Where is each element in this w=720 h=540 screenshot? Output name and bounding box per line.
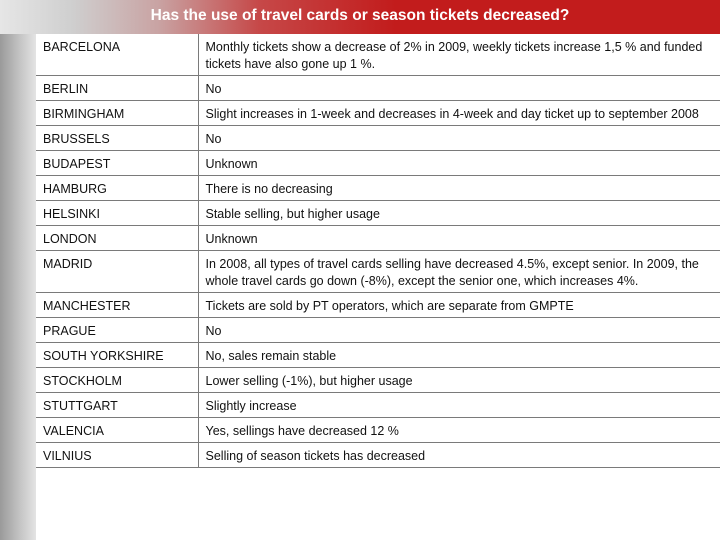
city-cell: HAMBURG: [36, 176, 198, 201]
table-body: [36, 34, 720, 468]
table-row: [36, 393, 720, 418]
city-cell: BIRMINGHAM: [36, 101, 198, 126]
answer-cell: Unknown: [198, 226, 720, 251]
answer-cell: No: [198, 76, 720, 101]
city-cell: SOUTH YORKSHIRE: [36, 343, 198, 368]
slide-title: Has the use of travel cards or season tickets decreased?: [150, 7, 570, 24]
answer-cell: Stable selling, but higher usage: [198, 201, 720, 226]
table-row: [36, 101, 720, 126]
answer-cell: Yes, sellings have decreased 12 %: [198, 418, 720, 443]
city-cell: BERLIN: [36, 76, 198, 101]
answer-cell: Unknown: [198, 151, 720, 176]
table-row: [36, 226, 720, 251]
city-cell: STUTTGART: [36, 393, 198, 418]
answer-cell: Lower selling (-1%), but higher usage: [198, 368, 720, 393]
table-row: [36, 368, 720, 393]
city-cell: VALENCIA: [36, 418, 198, 443]
title-bar: [0, 0, 720, 34]
table-row: [36, 201, 720, 226]
answer-cell: Slightly increase: [198, 393, 720, 418]
answer-cell: Slight increases in 1-week and decreases in 4-week and day ticket up to september 2008: [198, 101, 720, 126]
table-row: [36, 343, 720, 368]
table-row: [36, 126, 720, 151]
table-row: [36, 34, 720, 76]
left-decor-strip: [0, 0, 36, 540]
city-cell: LONDON: [36, 226, 198, 251]
table-row: [36, 176, 720, 201]
table-row: [36, 418, 720, 443]
city-cell: PRAGUE: [36, 318, 198, 343]
answer-cell: No: [198, 126, 720, 151]
table-row: [36, 293, 720, 318]
answer-cell: In 2008, all types of travel cards selling have decreased 4.5%, except senior. In 2009, the whole travel cards go down (-8%), except the senior one, which increases 4%.: [198, 251, 720, 293]
city-cell: HELSINKI: [36, 201, 198, 226]
table-row: [36, 76, 720, 101]
table-row: [36, 318, 720, 343]
table-row: [36, 443, 720, 468]
table-row: [36, 251, 720, 293]
city-cell: VILNIUS: [36, 443, 198, 468]
city-cell: MADRID: [36, 251, 198, 293]
city-cell: BRUSSELS: [36, 126, 198, 151]
answer-cell: Monthly tickets show a decrease of 2% in 2009, weekly tickets increase 1,5 % and funded tickets have also gone up 1 %.: [198, 34, 720, 76]
city-cell: BARCELONA: [36, 34, 198, 76]
answer-cell: Tickets are sold by PT operators, which are separate from GMPTE: [198, 293, 720, 318]
answer-cell: No: [198, 318, 720, 343]
city-cell: BUDAPEST: [36, 151, 198, 176]
city-cell: MANCHESTER: [36, 293, 198, 318]
answer-cell: No, sales remain stable: [198, 343, 720, 368]
table-row: [36, 151, 720, 176]
answer-cell: There is no decreasing: [198, 176, 720, 201]
answer-cell: Selling of season tickets has decreased: [198, 443, 720, 468]
city-cell: STOCKHOLM: [36, 368, 198, 393]
city-answers-table: [36, 34, 720, 468]
